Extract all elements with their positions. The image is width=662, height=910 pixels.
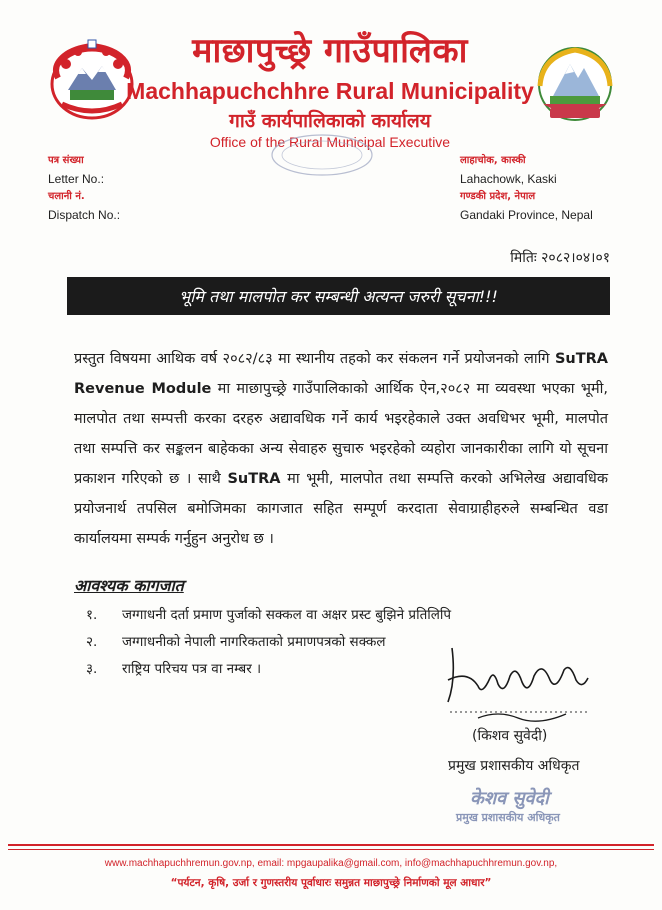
required-documents-list xyxy=(86,602,451,683)
address-province-np: गण्डकी प्रदेश, नेपाल xyxy=(460,191,536,202)
municipality-title-english: Machhapuchchhre Rural Municipality xyxy=(126,78,534,104)
body-part-1: प्रस्तुत विषयमा आथिक वर्ष २०८२/८३ मा स्थानीय तहको कर संकलन गर्ने प्रयोजनको लागि xyxy=(74,351,555,367)
office-stamp-icon xyxy=(262,132,382,178)
letter-no-label-np: पत्र संख्या xyxy=(48,155,84,166)
signature-icon xyxy=(438,640,598,732)
letter-no-label-en: Letter No.: xyxy=(48,172,105,186)
signatory-role: प्रमुख प्रशासकीय अधिकृत xyxy=(448,758,580,774)
address-place-en: Lahachowk, Kaski xyxy=(460,172,557,186)
list-item-text: जग्गाधनीको नेपाली नागरिकताको प्रमाणपत्रको सक्कल xyxy=(122,634,386,650)
address-place-np: लाहाचोक, कास्की xyxy=(460,155,526,166)
sutra-module-name: SuTRA Revenue Module xyxy=(74,351,608,397)
list-item-text: राष्ट्रिय परिचय पत्र वा नम्बर । xyxy=(122,661,262,677)
stamp-signatory-name: केशव सुवेदी xyxy=(470,788,549,809)
document-date: मितिः २०८२।०४।०१ xyxy=(510,250,610,266)
notice-title-banner xyxy=(67,277,610,315)
body-part-2: मा माछापुच्छ्रे गाउँपालिकाको आर्थिक ऐन,२०८२ मा व्यवस्था भएका भूमी, मालपोत तथा सम्पत्ती करका दरहरु अद्यावधिक गर्ने कार्य भइरहेकाले उक्त अवधिभर भूमी, मालपोत तथा सम्पत्ति कर सङ्कलन बाहेकका अन्य सेवाहरु सुचारु भइरहेको व्यहोरा जानकारीका लागि यो सूचना प्रकाशन गरिएको छ । साथै xyxy=(74,381,608,487)
list-item-number: २. xyxy=(86,634,98,650)
stamp-signatory-role: प्रमुख प्रशासकीय अधिकृत xyxy=(456,811,560,824)
office-title-nepali: गाउँ कार्यपालिकाको कार्यालय xyxy=(229,110,431,132)
list-item xyxy=(86,602,451,629)
list-item-text: जग्गाधनी दर्ता प्रमाण पुर्जाको सक्कल वा अक्षर प्रस्ट बुझिने प्रतिलिपि xyxy=(122,607,452,623)
footer-contact: www.machhapuchhremun.gov.np, email: mpgaupalika@gmail.com, info@machhapuchhremun.gov.np, xyxy=(104,858,558,869)
address-province-en: Gandaki Province, Nepal xyxy=(460,208,593,222)
list-item-number: ३. xyxy=(86,661,98,677)
footer-divider xyxy=(8,844,654,846)
footer-slogan: “पर्यटन, कृषि, उर्जा र गुणस्तरीय पूर्वाधारः समुन्नत माछापुच्छ्रे निर्माणको मूल आधार” xyxy=(170,877,492,889)
address-info xyxy=(460,152,593,224)
required-documents-title: आवश्यक कागजात xyxy=(74,576,184,595)
notice-body xyxy=(74,344,608,554)
dispatch-no-label-en: Dispatch No.: xyxy=(48,208,121,222)
signatory-name: (किशव सुवेदी) xyxy=(472,728,548,744)
dispatch-no-label-np: चलानी नं. xyxy=(48,191,85,202)
municipality-logo-icon xyxy=(532,46,618,132)
notice-title: भूमि तथा मालपोत कर सम्बन्धी अत्यन्त जरुरी सूचना!!! xyxy=(179,287,498,306)
office-title-english: Office of the Rural Municipal Executive xyxy=(209,134,451,150)
list-item xyxy=(86,656,451,683)
municipality-title-nepali: माछापुच्छ्रे गाउँपालिका xyxy=(192,31,468,71)
body-part-3: मा भूमी, मालपोत तथा सम्पत्ति करको अभिलेख अद्यावधिक प्रयोजनार्थ तपसिल बमोजिमका कागजात सहित सम्पूर्ण करदाता सेवाग्राहीहरुले सम्बन्धित वडा कार्यालयमा सम्पर्क गर्नुहुन अनुरोध छ । xyxy=(74,471,608,547)
footer-divider-thin xyxy=(8,849,654,850)
list-item-number: १. xyxy=(86,607,98,623)
list-item xyxy=(86,629,451,656)
sutra-name: SuTRA xyxy=(227,471,281,487)
letter-info xyxy=(48,152,120,224)
